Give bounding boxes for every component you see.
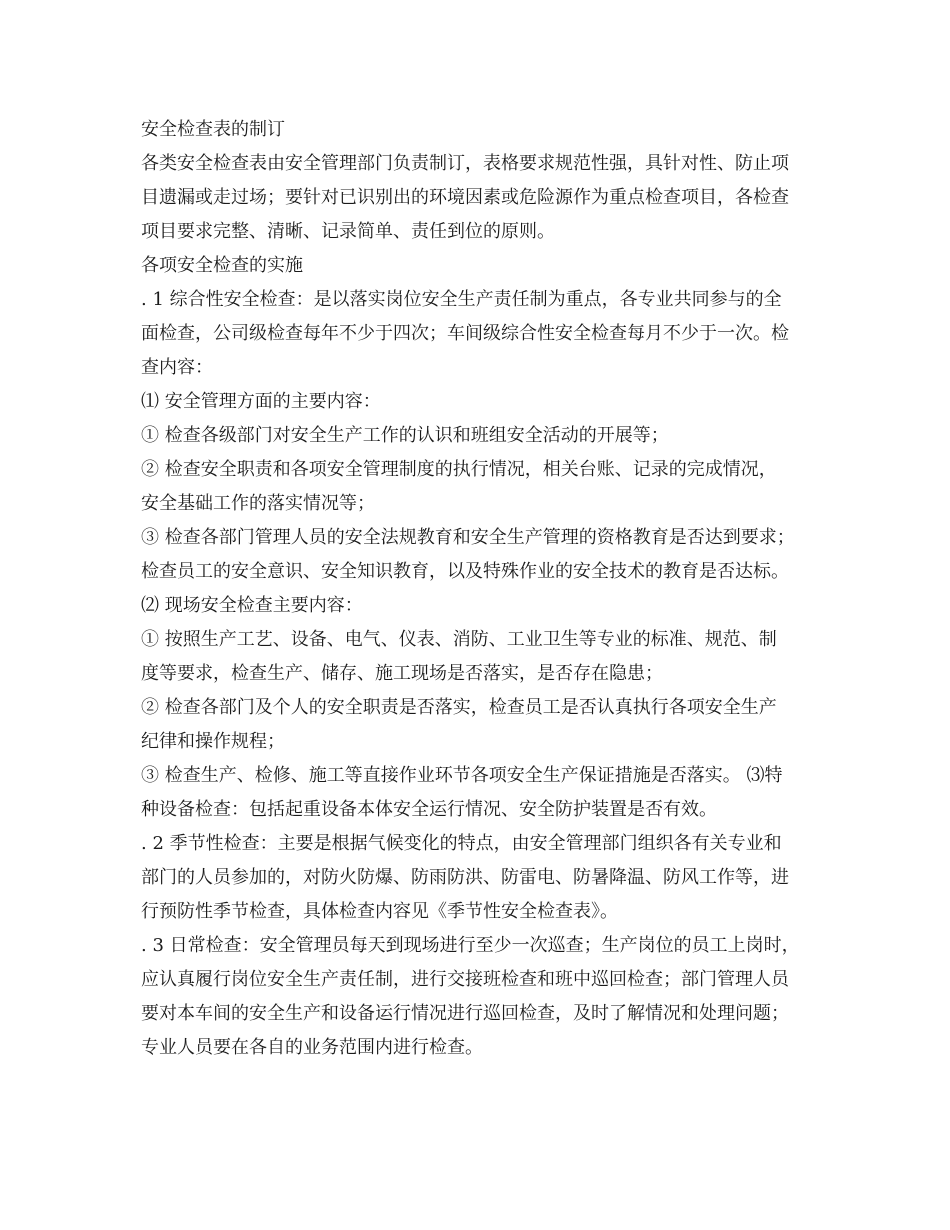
text-line: . 3 日常检查：安全管理员每天到现场进行至少一次巡查；生产岗位的员工上岗时， [141, 935, 800, 956]
text-line: ③ 检查各部门管理人员的安全法规教育和安全生产管理的资格教育是否达到要求； [141, 527, 795, 548]
text-line: 专业人员要在各自的业务范围内进行检查。 [141, 1037, 483, 1058]
text-line: ① 检查各级部门对安全生产工作的认识和班组安全活动的开展等； [141, 425, 669, 446]
text-line: ③ 检查生产、检修、施工等直接作业环节各项安全生产保证措施是否落实。 ⑶特 [141, 765, 783, 786]
text-line: 纪律和操作规程； [141, 731, 285, 752]
text-line: ① 按照生产工艺、设备、电气、仪表、消防、工业卫生等专业的标准、规范、制 [141, 629, 777, 650]
text-line: ② 检查安全职责和各项安全管理制度的执行情况，相关台账、记录的完成情况， [141, 459, 777, 480]
text-line: 安全基础工作的落实情况等； [141, 493, 375, 514]
heading-checklist-formulation: 安全检查表的制订 [141, 119, 285, 140]
text-line: 种设备检查：包括起重设备本体安全运行情况、安全防护装置是否有效。 [141, 799, 717, 820]
text-line: 查内容： [141, 357, 213, 378]
text-line: ⑵ 现场安全检查主要内容： [141, 595, 363, 616]
text-line: 要对本车间的安全生产和设备运行情况进行巡回检查，及时了解情况和处理问题； [141, 1003, 789, 1024]
text-line: 项目要求完整、清晰、记录简单、责任到位的原则。 [141, 221, 555, 242]
text-line: 面检查，公司级检查每年不少于四次；车间级综合性安全检查每月不少于一次。检 [141, 323, 789, 344]
text-line: ② 检查各部门及个人的安全职责是否落实，检查员工是否认真执行各项安全生产 [141, 697, 777, 718]
text-line: 各类安全检查表由安全管理部门负责制订，表格要求规范性强，具针对性、防止项 [141, 153, 789, 174]
text-line: 行预防性季节检查，具体检查内容见《季节性安全检查表》。 [141, 901, 618, 922]
text-line: . 1 综合性安全检查：是以落实岗位安全生产责任制为重点，各专业共同参与的全 [141, 289, 782, 310]
text-line: . 2 季节性检查：主要是根据气候变化的特点，由安全管理部门组织各有关专业和 [141, 833, 782, 854]
text-line: 应认真履行岗位安全生产责任制，进行交接班检查和班中巡回检查；部门管理人员 [141, 969, 789, 990]
text-line: 度等要求，检查生产、储存、施工现场是否落实，是否存在隐患； [141, 663, 663, 684]
heading-inspection-implementation: 各项安全检查的实施 [141, 255, 303, 276]
text-line: ⑴ 安全管理方面的主要内容： [141, 391, 381, 412]
text-line: 检查员工的安全意识、安全知识教育，以及特殊作业的安全技术的教育是否达标。 [141, 561, 789, 582]
text-line: 目遗漏或走过场；要针对已识别出的环境因素或危险源作为重点检查项目，各检查 [141, 187, 789, 208]
text-line: 部门的人员参加的，对防火防爆、防雨防洪、防雷电、防暑降温、防风工作等，进 [141, 867, 789, 888]
